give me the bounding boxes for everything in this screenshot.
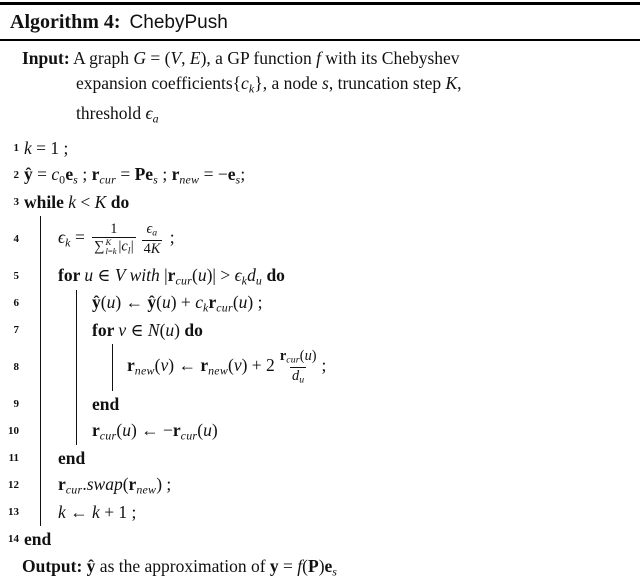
math-token: | <box>118 238 122 255</box>
algorithm-label: Algorithm 4: <box>10 11 121 33</box>
math-token: k <box>248 81 255 96</box>
algorithm-line-10 <box>0 418 640 445</box>
line-content <box>24 529 51 549</box>
math-token: c <box>121 238 128 255</box>
line-number: 4 <box>13 233 19 246</box>
subscript <box>175 273 192 287</box>
scope-indent-bar <box>40 472 41 499</box>
line-number: 13 <box>8 506 19 519</box>
math-token: ( <box>156 291 162 312</box>
math-token: ( <box>154 355 161 376</box>
math-token: ϵ <box>146 221 153 238</box>
math-token: ) <box>311 348 317 364</box>
math-token: cur <box>99 171 116 186</box>
math-token: with <box>125 264 165 285</box>
math-token: V <box>114 264 126 285</box>
subscript <box>100 428 117 442</box>
math-token: end <box>24 529 52 550</box>
math-token: r <box>208 291 217 312</box>
math-token: e <box>65 163 74 184</box>
math-token: d <box>292 367 300 384</box>
math-token: k <box>58 502 66 523</box>
math-token: with its Chebyshev <box>321 48 460 68</box>
math-token: ) <box>174 320 180 341</box>
math-token: do <box>262 264 285 285</box>
math-token: new <box>208 363 228 378</box>
scope-indent-bar <box>76 391 77 418</box>
line-number: 9 <box>13 398 19 411</box>
math-token: u <box>197 264 207 285</box>
scope-indent-bar <box>76 290 77 317</box>
math-token: ( <box>100 291 107 312</box>
math-token: N <box>147 320 160 341</box>
math-token: ŷ <box>147 291 157 312</box>
math-token: k <box>24 138 32 159</box>
algorithm-line-1 <box>0 135 640 162</box>
math-token: ϵ <box>234 264 242 285</box>
math-token: K <box>94 192 107 213</box>
math-token: = <box>278 555 298 576</box>
math-token: 4 <box>143 240 151 257</box>
math-token: ŷ <box>24 163 33 184</box>
math-token: K <box>445 73 458 93</box>
math-token: u <box>106 291 116 312</box>
math-token: ; <box>157 163 172 184</box>
subscript <box>105 247 116 256</box>
math-token: ← <box>65 502 93 523</box>
math-token: u <box>161 291 171 312</box>
math-token: | <box>130 238 134 255</box>
input-line-1 <box>22 46 632 71</box>
fraction-numerator <box>108 221 119 237</box>
line-content <box>24 164 245 187</box>
math-token: + 1 ; <box>99 502 137 523</box>
math-token: for <box>58 264 85 285</box>
math-token: ) ; <box>247 291 263 312</box>
line-content <box>58 221 175 257</box>
math-token: s <box>73 171 78 186</box>
algorithm-line-3 <box>0 189 640 216</box>
algorithm-box <box>0 2 640 578</box>
math-token: v <box>118 320 127 341</box>
input-line-2 <box>22 71 632 101</box>
scope-indent-bar <box>40 216 41 263</box>
math-token: r <box>200 355 209 376</box>
math-token: f <box>297 555 303 576</box>
math-token: as the approximation of <box>95 555 270 576</box>
line-content <box>58 265 285 288</box>
scope-indent-bar <box>112 344 113 391</box>
math-token: 1 <box>110 221 118 237</box>
math-token: = <box>107 246 113 257</box>
math-token: l <box>127 245 131 257</box>
math-token: K <box>105 237 112 248</box>
math-token: ), a GP function <box>200 48 317 68</box>
math-token: ŷ <box>92 291 101 312</box>
subscript <box>286 355 300 366</box>
math-token: r <box>172 419 181 440</box>
scope-indent-bar <box>40 263 41 290</box>
line-content <box>92 420 218 443</box>
scope-indent-bar <box>40 317 41 344</box>
math-token: A graph <box>69 48 134 68</box>
math-token: r <box>128 473 137 494</box>
math-token: u <box>238 291 248 312</box>
math-token: ∈ <box>126 320 148 341</box>
math-token: s <box>322 73 329 93</box>
math-token: u <box>122 419 131 440</box>
math-token: end <box>92 394 120 415</box>
math-token: , <box>181 48 190 68</box>
scope-indent-bar <box>76 317 77 344</box>
math-token: = <box>70 227 90 248</box>
math-token: ; <box>78 163 92 184</box>
math-token: ( <box>197 419 204 440</box>
math-token: ( <box>302 555 308 576</box>
scope-indent-bar <box>76 344 77 391</box>
sum-limits <box>105 238 116 257</box>
math-token: ( <box>159 320 166 341</box>
math-token: v <box>160 355 169 376</box>
line-content <box>58 474 171 497</box>
math-token: e <box>324 555 333 576</box>
math-token: u <box>84 264 94 285</box>
math-token: }, a node <box>254 73 323 93</box>
line-number: 3 <box>13 196 19 209</box>
line-content <box>24 138 68 158</box>
math-token: ) + 2 <box>241 355 275 376</box>
line-number: 6 <box>13 297 19 310</box>
math-token: u <box>304 348 312 364</box>
math-token: cur <box>180 427 198 442</box>
input-line-3 <box>22 101 632 131</box>
math-token: k <box>68 192 77 213</box>
math-token: end <box>58 448 86 469</box>
math-token: ) ← <box>115 291 148 312</box>
math-token: u <box>299 374 305 386</box>
math-token: P <box>307 555 319 576</box>
math-token: r <box>92 419 100 440</box>
subscript <box>216 300 233 314</box>
math-token: ) ← − <box>130 419 173 440</box>
math-token: Input: <box>22 48 70 68</box>
fraction <box>92 221 135 257</box>
algorithm-line-7 <box>0 317 640 344</box>
math-token: new <box>179 171 200 186</box>
algorithm-line-14 <box>0 526 640 553</box>
algorithm-line-12 <box>0 472 640 499</box>
math-token: k <box>241 272 248 287</box>
math-token: ) ; <box>156 473 172 494</box>
line-content <box>92 394 119 414</box>
math-token: Output: <box>22 555 87 576</box>
scope-indent-bar <box>40 344 41 391</box>
algorithm-line-2 <box>0 162 640 189</box>
math-token: ϵ <box>58 227 66 248</box>
math-token: k <box>65 235 71 250</box>
math-token: u <box>165 320 175 341</box>
math-token: . <box>82 473 87 494</box>
fraction <box>142 221 163 257</box>
algorithm-line-9 <box>0 391 640 418</box>
math-token: ( <box>122 473 129 494</box>
math-token: threshold <box>76 103 146 124</box>
math-token: d <box>247 264 256 285</box>
math-token: do <box>180 320 203 341</box>
math-token: = <box>32 163 52 184</box>
scope-indent-bar <box>40 445 41 472</box>
math-token: expansion coefficients{ <box>76 73 242 93</box>
math-token: ∈ <box>93 264 115 285</box>
math-token: V <box>170 48 182 68</box>
math-token: = 1 ; <box>31 138 69 159</box>
line-number: 5 <box>13 270 19 283</box>
fraction-denominator <box>92 237 135 257</box>
math-token: ; <box>165 227 175 248</box>
line-number: 2 <box>13 169 19 182</box>
math-token: c <box>51 163 60 184</box>
subscript <box>152 228 157 239</box>
math-token: ( <box>299 348 305 364</box>
line-number: 10 <box>8 425 19 438</box>
fraction <box>278 348 319 386</box>
scope-indent-bar <box>40 418 41 445</box>
line-number: 1 <box>13 142 19 155</box>
math-token: k <box>92 502 100 523</box>
math-token: G <box>133 48 146 68</box>
scope-indent-bar <box>40 391 41 418</box>
math-token: 0 <box>59 171 66 186</box>
math-token: ŷ <box>86 555 96 576</box>
math-token: ( <box>192 264 198 285</box>
math-token: cur <box>286 354 300 366</box>
math-token: swap <box>86 473 123 494</box>
math-token: Pe <box>134 163 154 184</box>
math-token: ; <box>321 355 327 376</box>
math-token: ( <box>232 291 239 312</box>
math-token: ) <box>211 419 218 440</box>
math-token: y <box>269 555 279 576</box>
math-token: ) <box>318 555 325 576</box>
scope-indent-bar <box>40 499 41 526</box>
algorithm-header <box>0 5 640 39</box>
math-token: ϵ <box>145 103 153 124</box>
math-token: ∑ <box>94 238 105 255</box>
math-token: f <box>316 48 321 68</box>
math-token: r <box>171 163 180 184</box>
math-token: r <box>167 264 176 285</box>
math-token: s <box>153 171 158 186</box>
algorithm-line-8 <box>0 344 640 391</box>
fraction-denominator <box>142 240 163 257</box>
subscript <box>332 564 337 578</box>
math-token: = − <box>199 163 228 184</box>
math-token: r <box>58 473 66 494</box>
math-token: cur <box>216 299 233 314</box>
fraction-denominator <box>290 367 306 387</box>
math-token: < <box>76 192 95 213</box>
line-content <box>58 502 136 522</box>
fraction-numerator <box>278 348 319 367</box>
line-number: 14 <box>8 533 19 546</box>
algorithm-line-13 <box>0 499 640 526</box>
line-content <box>127 348 326 386</box>
math-token: r <box>127 355 135 376</box>
math-token: a <box>152 228 158 240</box>
subscript <box>179 172 199 186</box>
math-token: )| > <box>206 264 235 285</box>
math-token: ( <box>228 355 234 376</box>
algorithm-line-4 <box>0 216 640 263</box>
math-token: new <box>136 481 157 496</box>
math-token: l <box>105 246 108 257</box>
line-number: 12 <box>8 479 19 492</box>
math-token: v <box>233 355 242 376</box>
math-token: ) ← <box>168 355 201 376</box>
math-token: ( <box>116 419 123 440</box>
line-content <box>92 292 263 315</box>
math-token: = <box>115 163 135 184</box>
subscript <box>299 374 304 385</box>
subscript <box>153 112 159 126</box>
math-token: = ( <box>146 48 171 68</box>
math-token: cur <box>175 272 193 287</box>
subscript <box>135 364 155 378</box>
math-token: u <box>255 272 263 287</box>
algorithm-body <box>0 133 640 553</box>
line-number: 7 <box>13 324 19 337</box>
math-token: s <box>332 563 338 578</box>
math-token: ; <box>240 163 246 184</box>
math-token: a <box>152 111 159 126</box>
math-token: K <box>150 240 161 257</box>
scope-indent-bar <box>76 418 77 445</box>
output-section <box>0 553 640 579</box>
math-token: k <box>202 299 209 314</box>
algorithm-line-5 <box>0 263 640 290</box>
line-number: 11 <box>8 452 19 465</box>
math-token: c <box>241 73 249 93</box>
math-token: , truncation step <box>328 73 446 93</box>
math-token: s <box>235 171 241 186</box>
fraction-numerator <box>145 221 160 240</box>
math-token: new <box>134 363 155 378</box>
algorithm-line-6 <box>0 290 640 317</box>
algorithm-title: ChebyPush <box>129 12 228 33</box>
subscript <box>99 172 116 186</box>
algorithm-line-11 <box>0 445 640 472</box>
math-token: u <box>203 419 212 440</box>
subscript <box>136 482 156 496</box>
math-token: cur <box>65 481 83 496</box>
math-token: r <box>91 163 100 184</box>
math-token: k <box>112 246 117 257</box>
input-section <box>0 41 640 133</box>
math-token: c <box>195 291 203 312</box>
math-token: e <box>227 163 236 184</box>
math-token: ) + <box>170 291 196 312</box>
math-token: E <box>189 48 201 68</box>
line-number: 8 <box>13 361 19 374</box>
math-token: while <box>24 192 69 213</box>
line-content <box>24 192 129 212</box>
subscript <box>66 482 83 496</box>
line-content <box>58 448 85 468</box>
math-token: , <box>457 73 462 93</box>
math-token: do <box>106 192 130 213</box>
line-content <box>92 320 203 340</box>
math-token: for <box>92 320 119 341</box>
scope-indent-bar <box>40 290 41 317</box>
subscript <box>181 428 198 442</box>
math-token: | <box>164 264 168 285</box>
math-token: r <box>279 348 287 364</box>
math-token: cur <box>99 427 117 442</box>
subscript <box>208 364 228 378</box>
